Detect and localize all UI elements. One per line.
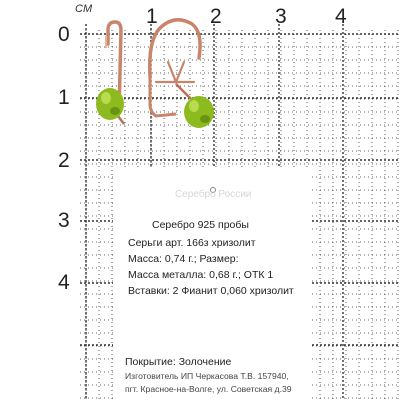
tag-line-metal-mass: Масса металла: 0,68 г.; ОТК 1 (128, 269, 274, 281)
ruler-left-0: 0 (58, 23, 70, 46)
right-earring (150, 20, 214, 128)
ruler-top-3: 3 (275, 5, 287, 28)
tag-line-inserts: Вставки: 2 Фианит 0,060 хризолит (128, 285, 294, 297)
tag-line-article: Серьги арт. 166з хризолит (128, 237, 256, 249)
tag-line-manufacturer: Изготовитель ИП Черкасова Т.В. 157940, (125, 371, 289, 381)
ruler-top-4: 4 (335, 5, 347, 28)
ruler-left-4: 4 (58, 271, 70, 294)
tag-line-address: пгт. Красное-на-Волге, ул. Советская д.39 (125, 384, 292, 394)
ruler-top-2: 2 (210, 5, 222, 28)
right-gem (184, 96, 214, 128)
ruler-left-1: 1 (58, 86, 70, 109)
left-gem (96, 88, 124, 120)
ruler-left-3: 3 (58, 209, 70, 232)
ruler-left-2: 2 (58, 149, 70, 172)
tag-line-coating: Покрытие: Золочение (125, 356, 232, 368)
tag-watermark: Серебро России (175, 189, 252, 200)
ruler-top-1: 1 (146, 5, 158, 28)
tag-line-metal: Серебро 925 пробы (152, 219, 249, 231)
tag-line-mass: Масса: 0,74 г.; Размер: (128, 253, 239, 265)
ruler-unit-label: CM (75, 3, 93, 15)
